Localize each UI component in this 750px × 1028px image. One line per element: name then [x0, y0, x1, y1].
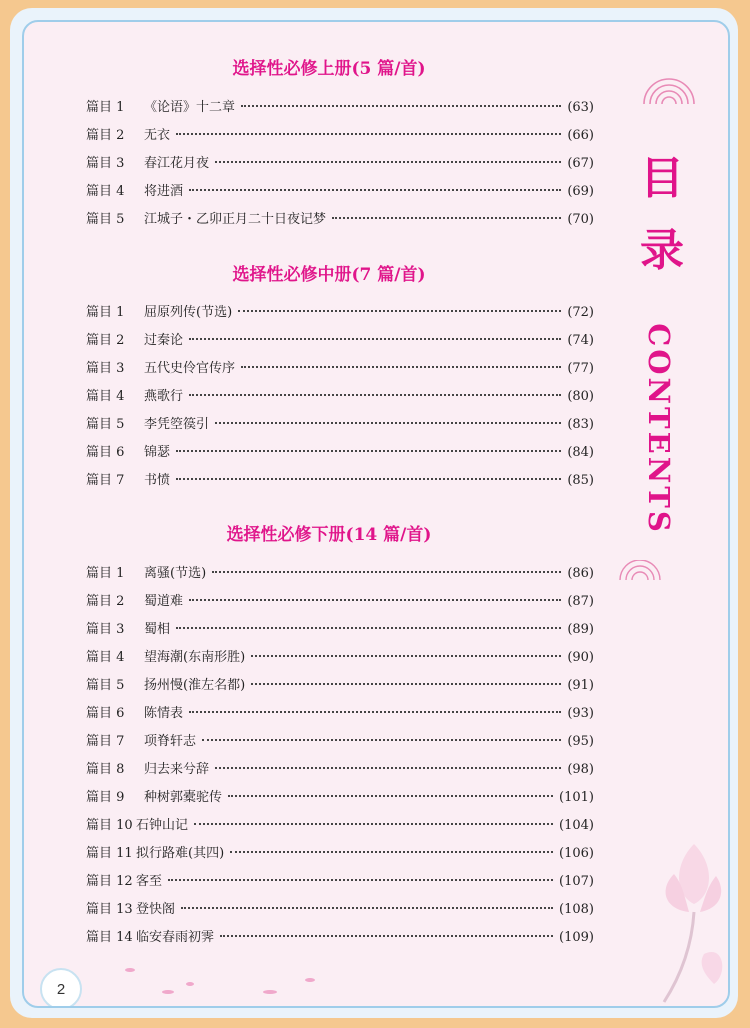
leader-dots — [189, 394, 561, 396]
entry-page: (77) — [567, 361, 594, 376]
leader-dots — [168, 879, 553, 881]
entry-title: 燕歌行 — [144, 389, 184, 404]
entry-page: (89) — [567, 622, 594, 637]
entry-number: 篇目 4 — [86, 650, 125, 665]
leader-dots — [241, 366, 561, 368]
entry-number: 篇目 3 — [86, 156, 125, 171]
leader-dots — [241, 105, 561, 107]
entry-number: 篇目 2 — [86, 333, 125, 348]
entry-number: 篇目 3 — [86, 361, 125, 376]
entry-number: 篇目 9 — [86, 790, 125, 805]
toc-row[interactable] — [86, 814, 594, 836]
entry-page: (74) — [567, 333, 594, 348]
toc-row[interactable] — [86, 646, 594, 668]
toc-row[interactable] — [86, 898, 594, 920]
leader-dots — [215, 767, 561, 769]
toc-row[interactable] — [86, 469, 594, 491]
entry-title: 扬州慢(淮左名都) — [144, 678, 246, 693]
entry-page: (66) — [567, 128, 594, 143]
entry-title: 临安春雨初霁 — [136, 930, 215, 945]
entry-title: 蜀道难 — [144, 594, 184, 609]
entry-title: 锦瑟 — [144, 445, 171, 460]
leader-dots — [220, 935, 553, 937]
entry-number: 篇目 3 — [86, 622, 125, 637]
entry-page: (87) — [567, 594, 594, 609]
toc-row[interactable] — [86, 413, 594, 435]
entry-number: 篇目 5 — [86, 678, 125, 693]
toc-row[interactable] — [86, 562, 594, 584]
entry-page: (80) — [567, 389, 594, 404]
entry-number: 篇目 7 — [86, 734, 125, 749]
entry-page: (108) — [559, 902, 594, 917]
entry-number: 篇目 14 — [86, 930, 133, 945]
toc-row[interactable] — [86, 618, 594, 640]
leader-dots — [251, 655, 561, 657]
entry-title: 将进酒 — [144, 184, 184, 199]
entry-page: (63) — [567, 100, 594, 115]
leader-dots — [228, 795, 553, 797]
entry-title: 望海潮(东南形胜) — [144, 650, 246, 665]
toc-row[interactable] — [86, 96, 594, 118]
leader-dots — [189, 189, 561, 191]
entry-number: 篇目 12 — [86, 874, 133, 889]
entry-page: (93) — [567, 706, 594, 721]
entry-page: (106) — [559, 846, 594, 861]
leader-dots — [212, 571, 561, 573]
toc-row[interactable] — [86, 441, 594, 463]
small-cloud-ornament-icon — [618, 560, 662, 582]
entry-number: 篇目 1 — [86, 100, 125, 115]
leader-dots — [176, 133, 561, 135]
entry-title: 蜀相 — [144, 622, 171, 637]
entry-title: 《论语》十二章 — [144, 100, 236, 115]
toc-row[interactable] — [86, 758, 594, 780]
entry-title: 陈情表 — [144, 706, 184, 721]
entry-page: (95) — [567, 734, 594, 749]
entry-number: 篇目 6 — [86, 445, 125, 460]
bottom-petals-icon — [120, 962, 340, 1002]
toc-row[interactable] — [86, 180, 594, 202]
entry-number: 篇目 5 — [86, 212, 125, 227]
entry-title: 离骚(节选) — [144, 566, 207, 581]
entry-title: 屈原列传(节选) — [144, 305, 233, 320]
toc-row[interactable] — [86, 357, 594, 379]
toc-page — [22, 20, 730, 1008]
toc-row[interactable] — [86, 702, 594, 724]
leader-dots — [176, 450, 561, 452]
entry-title: 拟行路难(其四) — [136, 846, 225, 861]
entry-page: (101) — [559, 790, 594, 805]
toc-row[interactable] — [86, 786, 594, 808]
entry-page: (72) — [567, 305, 594, 320]
leader-dots — [194, 823, 553, 825]
leader-dots — [189, 599, 561, 601]
entry-number: 篇目 4 — [86, 389, 125, 404]
leader-dots — [215, 422, 561, 424]
entry-page: (67) — [567, 156, 594, 171]
toc-row[interactable] — [86, 301, 594, 323]
section-title-upper: 选择性必修上册(5 篇/首) — [232, 59, 426, 79]
section-title-middle: 选择性必修中册(7 篇/首) — [232, 265, 426, 285]
entry-page: (91) — [567, 678, 594, 693]
leader-dots — [230, 851, 553, 853]
entry-number: 篇目 11 — [86, 846, 133, 861]
toc-row[interactable] — [86, 208, 594, 230]
lotus-flower-icon — [634, 834, 728, 1004]
entry-page: (85) — [567, 473, 594, 488]
entry-page: (83) — [567, 417, 594, 432]
entry-title: 项脊轩志 — [144, 734, 197, 749]
leader-dots — [189, 711, 561, 713]
entry-title: 石钟山记 — [136, 818, 189, 833]
entry-page: (109) — [559, 930, 594, 945]
entry-page: (86) — [567, 566, 594, 581]
entry-number: 篇目 2 — [86, 594, 125, 609]
entry-number: 篇目 5 — [86, 417, 125, 432]
entry-title: 归去来兮辞 — [144, 762, 210, 777]
heading-lu: 录 — [640, 225, 684, 276]
leader-dots — [181, 907, 553, 909]
toc-row[interactable] — [86, 674, 594, 696]
entry-page: (84) — [567, 445, 594, 460]
leader-dots — [251, 683, 561, 685]
leader-dots — [238, 310, 561, 312]
entry-title: 江城子・乙卯正月二十日夜记梦 — [144, 212, 327, 227]
entry-title: 登快阁 — [136, 902, 176, 917]
heading-mu: 目 — [640, 153, 684, 204]
entry-number: 篇目 10 — [86, 818, 133, 833]
entry-number: 篇目 13 — [86, 902, 133, 917]
entry-title: 种树郭橐驼传 — [144, 790, 223, 805]
entry-title: 客至 — [136, 874, 163, 889]
section-title-lower: 选择性必修下册(14 篇/首) — [226, 525, 432, 545]
toc-row[interactable] — [86, 385, 594, 407]
page-number: 2 — [40, 968, 82, 1008]
entry-page: (69) — [567, 184, 594, 199]
toc-row[interactable] — [86, 842, 594, 864]
toc-row[interactable] — [86, 590, 594, 612]
contents-label — [629, 324, 689, 534]
entry-number: 篇目 7 — [86, 473, 125, 488]
leader-dots — [202, 739, 561, 741]
entry-title: 无衣 — [144, 128, 171, 143]
contents-text: CONTENTS — [642, 323, 677, 535]
entry-page: (98) — [567, 762, 594, 777]
cloud-ornament-icon — [642, 76, 696, 106]
leader-dots — [215, 161, 561, 163]
toc-row[interactable] — [86, 730, 594, 752]
toc-row[interactable] — [86, 152, 594, 174]
entry-title: 李凭箜篌引 — [144, 417, 210, 432]
entry-title: 五代史伶官传序 — [144, 361, 236, 376]
entry-page: (90) — [567, 650, 594, 665]
toc-row[interactable] — [86, 329, 594, 351]
toc-row[interactable] — [86, 926, 594, 948]
entry-page: (107) — [559, 874, 594, 889]
entry-number: 篇目 8 — [86, 762, 125, 777]
leader-dots — [176, 627, 561, 629]
entry-number: 篇目 2 — [86, 128, 125, 143]
leader-dots — [176, 478, 561, 480]
toc-row[interactable] — [86, 124, 594, 146]
entry-page: (104) — [559, 818, 594, 833]
entry-page: (70) — [567, 212, 594, 227]
leader-dots — [189, 338, 561, 340]
entry-number: 篇目 6 — [86, 706, 125, 721]
leader-dots — [332, 217, 561, 219]
entry-title: 春江花月夜 — [144, 156, 210, 171]
entry-number: 篇目 4 — [86, 184, 125, 199]
entry-title: 书愤 — [144, 473, 171, 488]
entry-number: 篇目 1 — [86, 566, 125, 581]
entry-title: 过秦论 — [144, 333, 184, 348]
toc-row[interactable] — [86, 870, 594, 892]
entry-number: 篇目 1 — [86, 305, 125, 320]
